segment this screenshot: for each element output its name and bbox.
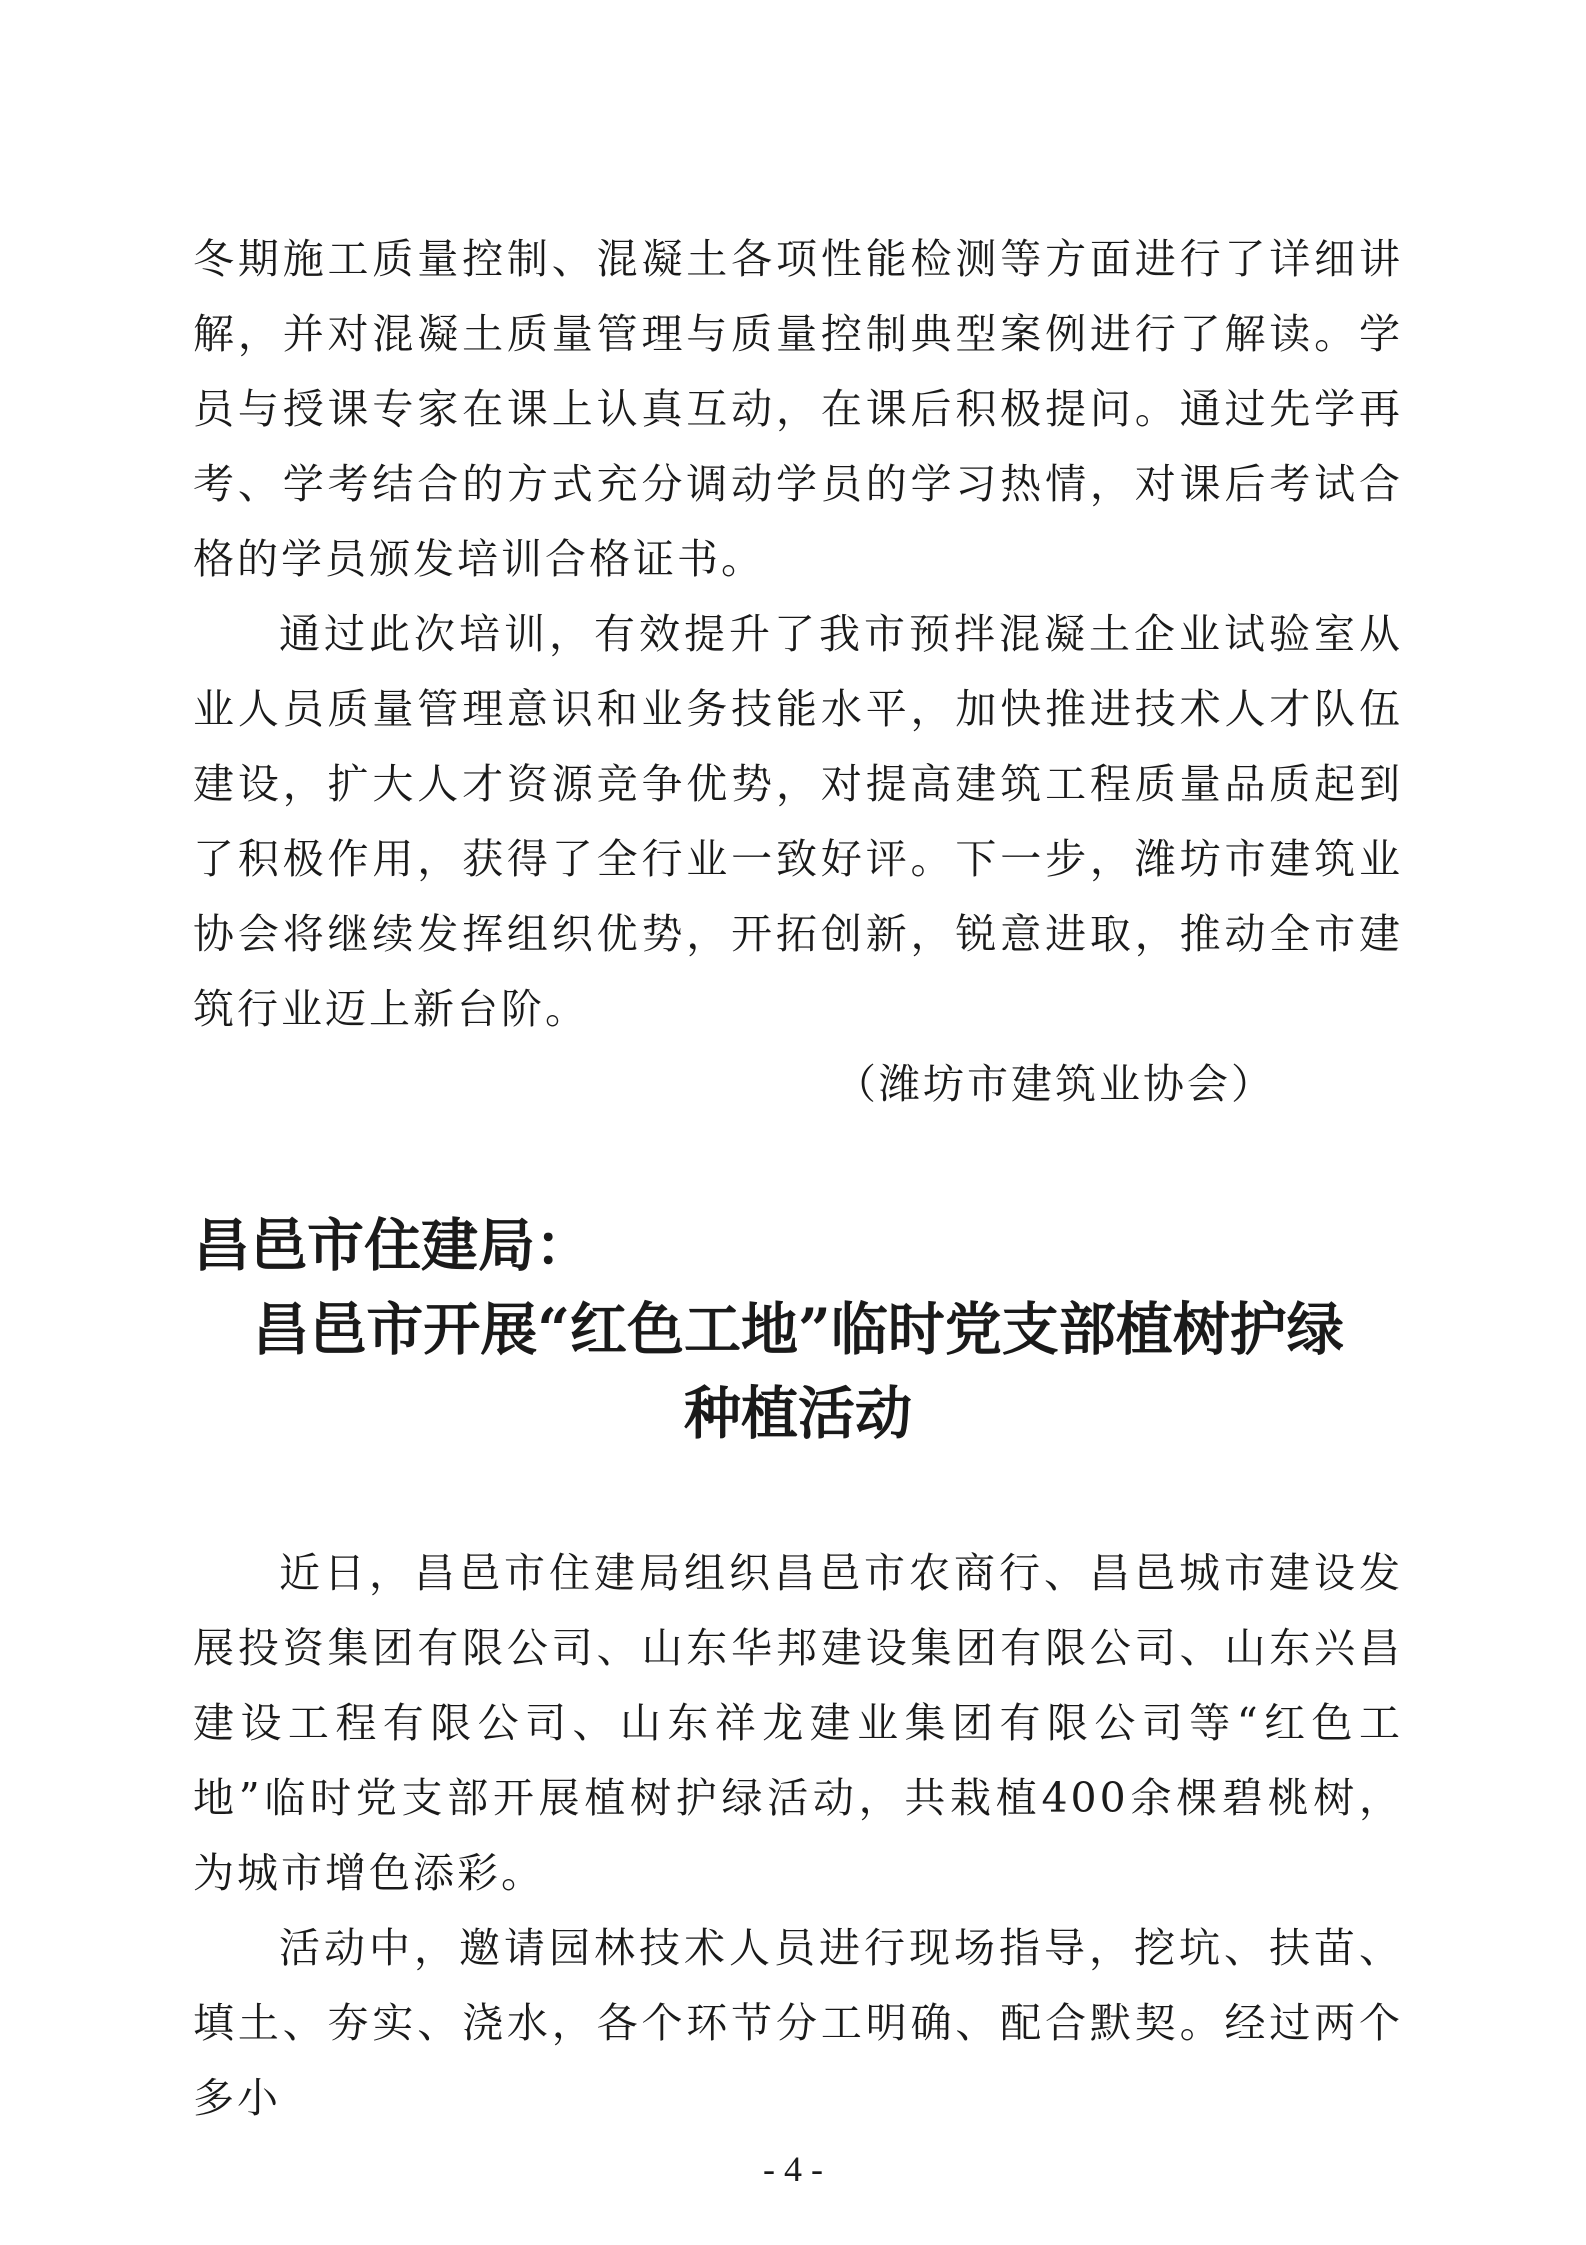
document-page	[193, 222, 1403, 2136]
article1-paragraph-2: 通过此次培训，有效提升了我市预拌混凝土企业试验室从业人员质量管理意识和业务技能水平，加快推进技术人才队伍建设，扩大人才资源竞争优势，对提高建筑工程质量品质起到了积极作用，获得了全行业一致好评。下一步，潍坊市建筑业协会将继续发挥组织优势，开拓创新，锐意进取，推动全市建筑行业迈上新台阶。	[193, 610, 1403, 1033]
page-number: - 4 -	[763, 2149, 823, 2189]
article2-title	[193, 1204, 1403, 1456]
article2-paragraph-2: 活动中，邀请园林技术人员进行现场指导，挖坑、扶苗、填土、夯实、浇水，各个环节分工明确、配合默契。经过两个多小	[193, 1924, 1403, 2122]
article1-source: （潍坊市建筑业协会）	[835, 1060, 1275, 1108]
title-spacer	[193, 1456, 1403, 1536]
article2-paragraph-1: 近日，昌邑市住建局组织昌邑市农商行、昌邑城市建设发展投资集团有限公司、山东华邦建设集团有限公司、山东兴昌建设工程有限公司、山东祥龙建业集团有限公司等“红色工地”临时党支部开展植树护绿活动，共栽植400余棵碧桃树，为城市增色添彩。	[193, 1549, 1403, 1897]
article2-title-line-1: 昌邑市住建局：	[193, 1212, 592, 1279]
article2-title-line-2: 昌邑市开展“红色工地”临时党支部植树护绿	[252, 1296, 1344, 1363]
article2-title-line-3: 种植活动	[684, 1380, 912, 1447]
article1-paragraph-1: 冬期施工质量控制、混凝土各项性能检测等方面进行了详细讲解，并对混凝土质量管理与质量控制典型案例进行了解读。学员与授课专家在课上认真互动，在课后积极提问。通过先学再考、学考结合的方式充分调动学员的学习热情，对课后考试合格的学员颁发培训合格证书。	[193, 235, 1403, 583]
